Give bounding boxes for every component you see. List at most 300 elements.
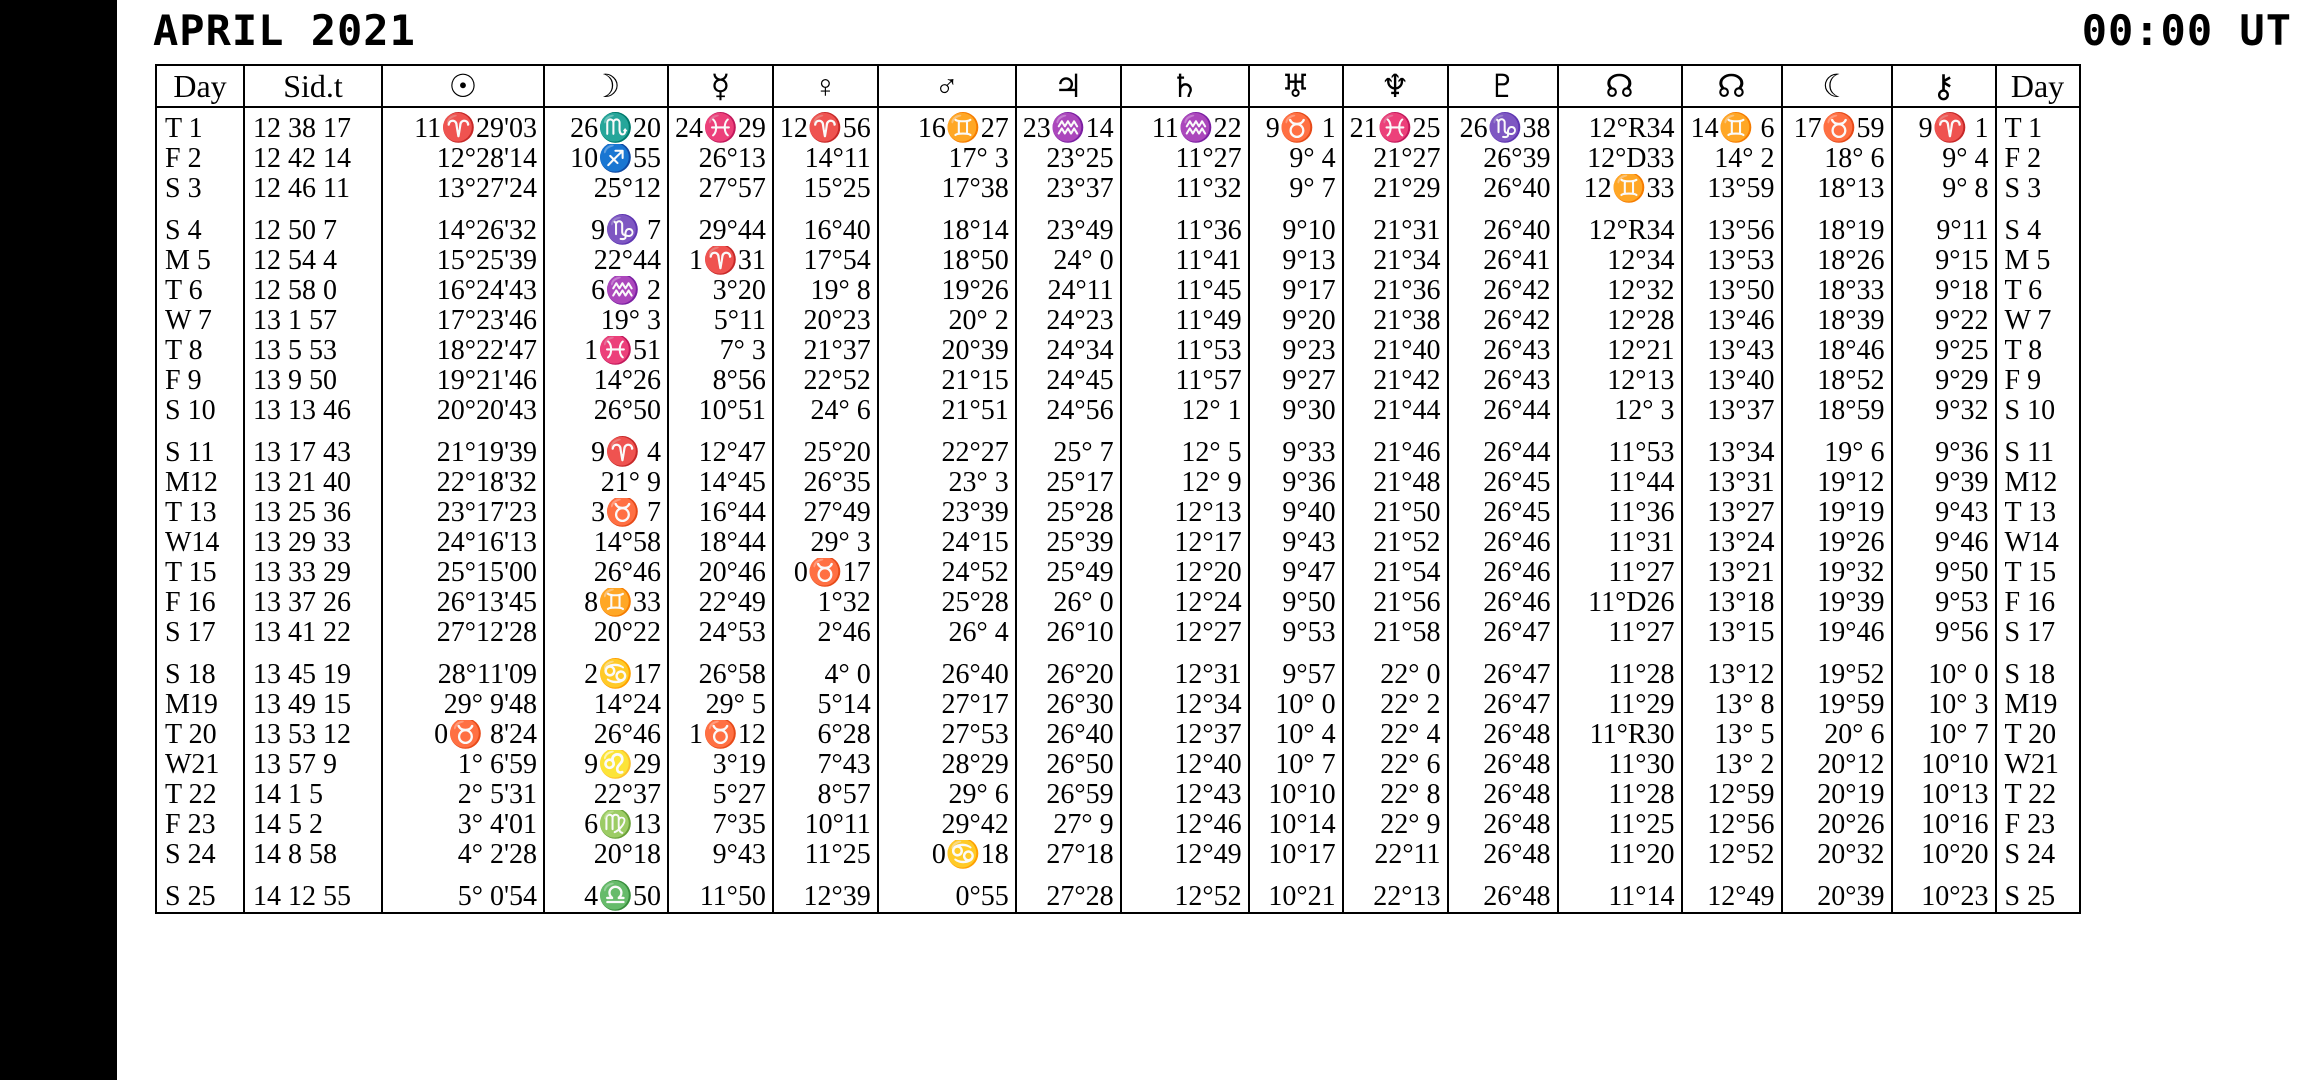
cell-neptune: 22° 8 [1343,780,1448,810]
cell-mars: 25°28 [878,588,1016,618]
cell-mercury: 8°56 [668,366,773,396]
cell-neptune: 21°50 [1343,498,1448,528]
cell-mercury: 18°44 [668,528,773,558]
cell-sun: 20°20'43 [382,396,544,426]
cell-venus: 26°35 [773,468,878,498]
cell-mercury: 3°20 [668,276,773,306]
cell-lilith: 19°59 [1782,690,1892,720]
cell-sun: 23°17'23 [382,498,544,528]
cell-mercury: 24°53 [668,618,773,648]
cell-day-right: T 1 [1996,107,2080,144]
cell-neptune: 22°13 [1343,870,1448,913]
cell-sidereal-time: 13 13 46 [244,396,382,426]
cell-true-node: 11°36 [1558,498,1682,528]
cell-saturn: 12°13 [1121,498,1249,528]
cell-mars: 17° 3 [878,144,1016,174]
cell-true-node: 12°R34 [1558,204,1682,246]
cell-neptune: 22° 9 [1343,810,1448,840]
cell-neptune: 22° 0 [1343,648,1448,690]
cell-jupiter: 27°28 [1016,870,1121,913]
cell-mercury: 1♈31 [668,246,773,276]
cell-lilith: 18°13 [1782,174,1892,204]
cell-uranus: 9°27 [1249,366,1343,396]
cell-sidereal-time: 12 58 0 [244,276,382,306]
table-row [156,720,2080,750]
cell-day-right: F 9 [1996,366,2080,396]
cell-neptune: 21°27 [1343,144,1448,174]
col-header-true-node: ☊ [1558,65,1682,107]
cell-venus: 1°32 [773,588,878,618]
cell-uranus: 9°57 [1249,648,1343,690]
cell-neptune: 21°48 [1343,468,1448,498]
cell-sun: 0♉ 8'24 [382,720,544,750]
cell-mean-node: 13° 5 [1682,720,1782,750]
cell-sun: 19°21'46 [382,366,544,396]
cell-moon: 22°37 [544,780,668,810]
cell-jupiter: 25°39 [1016,528,1121,558]
table-row [156,276,2080,306]
table-row [156,396,2080,426]
cell-saturn: 12°46 [1121,810,1249,840]
table-row [156,870,2080,913]
cell-true-node: 12° 3 [1558,396,1682,426]
cell-day-right: S 25 [1996,870,2080,913]
cell-chiron: 9♈ 1 [1892,107,1996,144]
cell-saturn: 12° 1 [1121,396,1249,426]
cell-day-right: F 2 [1996,144,2080,174]
ephemeris-page [117,0,2300,1080]
cell-mean-node: 12°56 [1682,810,1782,840]
cell-moon: 26°46 [544,720,668,750]
cell-pluto: 26°43 [1448,366,1558,396]
cell-mars: 0♋18 [878,840,1016,870]
cell-moon: 14°24 [544,690,668,720]
cell-day: F 9 [156,366,244,396]
cell-neptune: 21°44 [1343,396,1448,426]
cell-moon: 20°22 [544,618,668,648]
cell-pluto: 26°47 [1448,648,1558,690]
cell-jupiter: 25°28 [1016,498,1121,528]
cell-pluto: 26°47 [1448,690,1558,720]
cell-sun: 15°25'39 [382,246,544,276]
table-row [156,366,2080,396]
cell-jupiter: 24° 0 [1016,246,1121,276]
cell-mean-node: 13°50 [1682,276,1782,306]
cell-true-node: 11°44 [1558,468,1682,498]
cell-jupiter: 25° 7 [1016,426,1121,468]
cell-mars: 28°29 [878,750,1016,780]
cell-neptune: 21°40 [1343,336,1448,366]
cell-sidereal-time: 14 5 2 [244,810,382,840]
cell-saturn: 12°17 [1121,528,1249,558]
cell-uranus: 9°47 [1249,558,1343,588]
cell-mean-node: 13° 8 [1682,690,1782,720]
cell-true-node: 11°28 [1558,648,1682,690]
cell-day: T 20 [156,720,244,750]
cell-uranus: 9°50 [1249,588,1343,618]
cell-pluto: 26°43 [1448,336,1558,366]
cell-jupiter: 26°20 [1016,648,1121,690]
cell-day: W21 [156,750,244,780]
cell-moon: 26°50 [544,396,668,426]
cell-day: S 25 [156,870,244,913]
cell-venus: 7°43 [773,750,878,780]
cell-mercury: 10°51 [668,396,773,426]
col-header-mars: ♂ [878,65,1016,107]
cell-sun: 21°19'39 [382,426,544,468]
cell-sidereal-time: 13 57 9 [244,750,382,780]
cell-true-node: 11°14 [1558,870,1682,913]
cell-jupiter: 24°34 [1016,336,1121,366]
cell-mean-node: 13°12 [1682,648,1782,690]
cell-chiron: 9°15 [1892,246,1996,276]
table-row [156,336,2080,366]
cell-uranus: 10° 7 [1249,750,1343,780]
cell-mercury: 1♉12 [668,720,773,750]
cell-venus: 25°20 [773,426,878,468]
col-header-neptune: ♆ [1343,65,1448,107]
cell-day: T 15 [156,558,244,588]
cell-sidereal-time: 13 5 53 [244,336,382,366]
cell-sun: 29° 9'48 [382,690,544,720]
cell-sidereal-time: 13 53 12 [244,720,382,750]
cell-uranus: 10°17 [1249,840,1343,870]
cell-mercury: 27°57 [668,174,773,204]
cell-day: T 1 [156,107,244,144]
cell-mars: 20°39 [878,336,1016,366]
col-header-chiron: ⚷ [1892,65,1996,107]
cell-neptune: 21°31 [1343,204,1448,246]
cell-mean-node: 13°46 [1682,306,1782,336]
cell-sidereal-time: 13 49 15 [244,690,382,720]
cell-mars: 26° 4 [878,618,1016,648]
cell-true-node: 12°21 [1558,336,1682,366]
cell-lilith: 19°26 [1782,528,1892,558]
col-header-day-right: Day [1996,65,2080,107]
cell-jupiter: 27° 9 [1016,810,1121,840]
cell-mars: 24°15 [878,528,1016,558]
ephemeris-table [155,64,2081,914]
cell-day-right: S 10 [1996,396,2080,426]
cell-chiron: 9°53 [1892,588,1996,618]
cell-neptune: 22° 4 [1343,720,1448,750]
table-row [156,174,2080,204]
table-row [156,426,2080,468]
cell-uranus: 9° 4 [1249,144,1343,174]
cell-venus: 10°11 [773,810,878,840]
cell-venus: 22°52 [773,366,878,396]
col-header-venus: ♀ [773,65,878,107]
cell-pluto: 26°47 [1448,618,1558,648]
cell-uranus: 10°14 [1249,810,1343,840]
cell-neptune: 21°29 [1343,174,1448,204]
cell-moon: 26°46 [544,558,668,588]
cell-chiron: 9°46 [1892,528,1996,558]
time-label: 00:00 UT [2081,6,2292,55]
col-header-lilith: ☾ [1782,65,1892,107]
cell-mars: 16♊27 [878,107,1016,144]
cell-mercury: 9°43 [668,840,773,870]
cell-saturn: 11°27 [1121,144,1249,174]
cell-sun: 5° 0'54 [382,870,544,913]
cell-mean-node: 12°59 [1682,780,1782,810]
cell-mercury: 12°47 [668,426,773,468]
cell-day-right: M19 [1996,690,2080,720]
cell-mars: 23° 3 [878,468,1016,498]
cell-lilith: 18°26 [1782,246,1892,276]
cell-venus: 24° 6 [773,396,878,426]
cell-venus: 11°25 [773,840,878,870]
cell-mercury: 22°49 [668,588,773,618]
cell-sun: 18°22'47 [382,336,544,366]
cell-lilith: 18° 6 [1782,144,1892,174]
cell-true-node: 11°25 [1558,810,1682,840]
cell-venus: 0♉17 [773,558,878,588]
cell-sun: 14°26'32 [382,204,544,246]
cell-uranus: 9°53 [1249,618,1343,648]
cell-mercury: 29°44 [668,204,773,246]
cell-true-node: 12°28 [1558,306,1682,336]
cell-sidereal-time: 13 21 40 [244,468,382,498]
cell-mars: 0°55 [878,870,1016,913]
cell-moon: 6♍13 [544,810,668,840]
cell-uranus: 9°10 [1249,204,1343,246]
cell-chiron: 9°36 [1892,426,1996,468]
cell-pluto: 26°48 [1448,720,1558,750]
cell-mars: 18°14 [878,204,1016,246]
table-row [156,107,2080,144]
cell-mars: 29° 6 [878,780,1016,810]
table-row [156,246,2080,276]
cell-mean-node: 13°37 [1682,396,1782,426]
cell-day-right: T 13 [1996,498,2080,528]
cell-true-node: 11°31 [1558,528,1682,558]
cell-mean-node: 13°59 [1682,174,1782,204]
cell-venus: 2°46 [773,618,878,648]
table-row [156,618,2080,648]
cell-mars: 24°52 [878,558,1016,588]
table-row [156,204,2080,246]
cell-lilith: 18°19 [1782,204,1892,246]
cell-mercury: 26°58 [668,648,773,690]
cell-day-right: S 3 [1996,174,2080,204]
cell-moon: 9♌29 [544,750,668,780]
cell-lilith: 20° 6 [1782,720,1892,750]
cell-day: S 3 [156,174,244,204]
cell-mars: 18°50 [878,246,1016,276]
cell-mercury: 5°27 [668,780,773,810]
cell-day: S 24 [156,840,244,870]
cell-venus: 29° 3 [773,528,878,558]
cell-neptune: 21°36 [1343,276,1448,306]
cell-jupiter: 26° 0 [1016,588,1121,618]
cell-moon: 26♏20 [544,107,668,144]
cell-pluto: 26°45 [1448,468,1558,498]
cell-mean-node: 13°43 [1682,336,1782,366]
cell-jupiter: 25°49 [1016,558,1121,588]
cell-sidereal-time: 13 9 50 [244,366,382,396]
cell-venus: 27°49 [773,498,878,528]
cell-pluto: 26°48 [1448,750,1558,780]
table-row [156,648,2080,690]
cell-sun: 3° 4'01 [382,810,544,840]
cell-venus: 5°14 [773,690,878,720]
cell-mean-node: 14° 2 [1682,144,1782,174]
cell-jupiter: 24°23 [1016,306,1121,336]
cell-day-right: M 5 [1996,246,2080,276]
cell-sidereal-time: 13 41 22 [244,618,382,648]
cell-neptune: 21°56 [1343,588,1448,618]
cell-pluto: 26°44 [1448,426,1558,468]
table-row [156,558,2080,588]
cell-mars: 21°51 [878,396,1016,426]
table-row [156,750,2080,780]
cell-mercury: 24♓29 [668,107,773,144]
cell-lilith: 19°52 [1782,648,1892,690]
cell-day: M 5 [156,246,244,276]
cell-jupiter: 27°18 [1016,840,1121,870]
cell-mars: 27°17 [878,690,1016,720]
cell-chiron: 10°10 [1892,750,1996,780]
cell-sun: 13°27'24 [382,174,544,204]
cell-sun: 12°28'14 [382,144,544,174]
table-row [156,840,2080,870]
page-title: APRIL 2021 [153,6,416,55]
cell-saturn: 11°45 [1121,276,1249,306]
cell-moon: 4♎50 [544,870,668,913]
cell-venus: 8°57 [773,780,878,810]
cell-sidereal-time: 14 12 55 [244,870,382,913]
cell-pluto: 26°46 [1448,588,1558,618]
cell-neptune: 21°42 [1343,366,1448,396]
table-row [156,306,2080,336]
cell-day: S 10 [156,396,244,426]
cell-venus: 12♈56 [773,107,878,144]
cell-mars: 23°39 [878,498,1016,528]
cell-day-right: S 18 [1996,648,2080,690]
cell-jupiter: 23°37 [1016,174,1121,204]
cell-pluto: 26°46 [1448,528,1558,558]
cell-lilith: 19°19 [1782,498,1892,528]
cell-day: T 13 [156,498,244,528]
cell-chiron: 9°50 [1892,558,1996,588]
cell-day: S 18 [156,648,244,690]
table-row [156,588,2080,618]
cell-jupiter: 26°10 [1016,618,1121,648]
cell-day-right: T 22 [1996,780,2080,810]
col-header-saturn: ♄ [1121,65,1249,107]
cell-saturn: 12°40 [1121,750,1249,780]
col-header-mercury: ☿ [668,65,773,107]
cell-chiron: 9°22 [1892,306,1996,336]
cell-day: F 16 [156,588,244,618]
cell-pluto: 26°48 [1448,840,1558,870]
cell-day-right: S 24 [1996,840,2080,870]
cell-mercury: 14°45 [668,468,773,498]
cell-jupiter: 23°25 [1016,144,1121,174]
col-header-moon: ☽ [544,65,668,107]
cell-day: W14 [156,528,244,558]
cell-lilith: 18°46 [1782,336,1892,366]
cell-sun: 2° 5'31 [382,780,544,810]
cell-jupiter: 26°40 [1016,720,1121,750]
cell-sun: 22°18'32 [382,468,544,498]
cell-sun: 1° 6'59 [382,750,544,780]
cell-neptune: 21°34 [1343,246,1448,276]
cell-chiron: 9°18 [1892,276,1996,306]
cell-mean-node: 14♊ 6 [1682,107,1782,144]
cell-true-node: 11°30 [1558,750,1682,780]
cell-day-right: S 17 [1996,618,2080,648]
cell-neptune: 22°11 [1343,840,1448,870]
cell-uranus: 9♉ 1 [1249,107,1343,144]
cell-mean-node: 13°24 [1682,528,1782,558]
cell-day-right: F 23 [1996,810,2080,840]
table-row [156,810,2080,840]
cell-venus: 21°37 [773,336,878,366]
cell-chiron: 10° 3 [1892,690,1996,720]
cell-mean-node: 13°34 [1682,426,1782,468]
cell-true-node: 12°34 [1558,246,1682,276]
cell-true-node: 11°27 [1558,558,1682,588]
table-row [156,528,2080,558]
cell-mercury: 26°13 [668,144,773,174]
cell-lilith: 18°33 [1782,276,1892,306]
cell-neptune: 21♓25 [1343,107,1448,144]
cell-sidereal-time: 12 46 11 [244,174,382,204]
cell-mars: 17°38 [878,174,1016,204]
cell-chiron: 10°20 [1892,840,1996,870]
col-header-jupiter: ♃ [1016,65,1121,107]
cell-true-node: 11°28 [1558,780,1682,810]
cell-sun: 16°24'43 [382,276,544,306]
cell-mean-node: 13°27 [1682,498,1782,528]
cell-moon: 9♈ 4 [544,426,668,468]
cell-day: T 8 [156,336,244,366]
cell-chiron: 9°56 [1892,618,1996,648]
cell-uranus: 9°36 [1249,468,1343,498]
cell-moon: 2♋17 [544,648,668,690]
cell-moon: 14°26 [544,366,668,396]
cell-day-right: M12 [1996,468,2080,498]
cell-day: F 2 [156,144,244,174]
cell-jupiter: 25°17 [1016,468,1121,498]
cell-lilith: 18°39 [1782,306,1892,336]
cell-saturn: 11°49 [1121,306,1249,336]
cell-uranus: 9°40 [1249,498,1343,528]
cell-mars: 29°42 [878,810,1016,840]
cell-uranus: 9°13 [1249,246,1343,276]
table-row [156,144,2080,174]
cell-chiron: 10°13 [1892,780,1996,810]
cell-lilith: 20°19 [1782,780,1892,810]
cell-mean-node: 13°18 [1682,588,1782,618]
cell-jupiter: 24°45 [1016,366,1121,396]
cell-sidereal-time: 12 50 7 [244,204,382,246]
cell-chiron: 9°43 [1892,498,1996,528]
cell-saturn: 11°36 [1121,204,1249,246]
cell-pluto: 26°48 [1448,870,1558,913]
cell-jupiter: 26°50 [1016,750,1121,780]
cell-saturn: 11♒22 [1121,107,1249,144]
cell-pluto: 26°40 [1448,174,1558,204]
cell-sun: 24°16'13 [382,528,544,558]
cell-true-node: 11°20 [1558,840,1682,870]
cell-sidereal-time: 13 33 29 [244,558,382,588]
cell-neptune: 21°46 [1343,426,1448,468]
cell-mercury: 11°50 [668,870,773,913]
cell-sidereal-time: 12 42 14 [244,144,382,174]
